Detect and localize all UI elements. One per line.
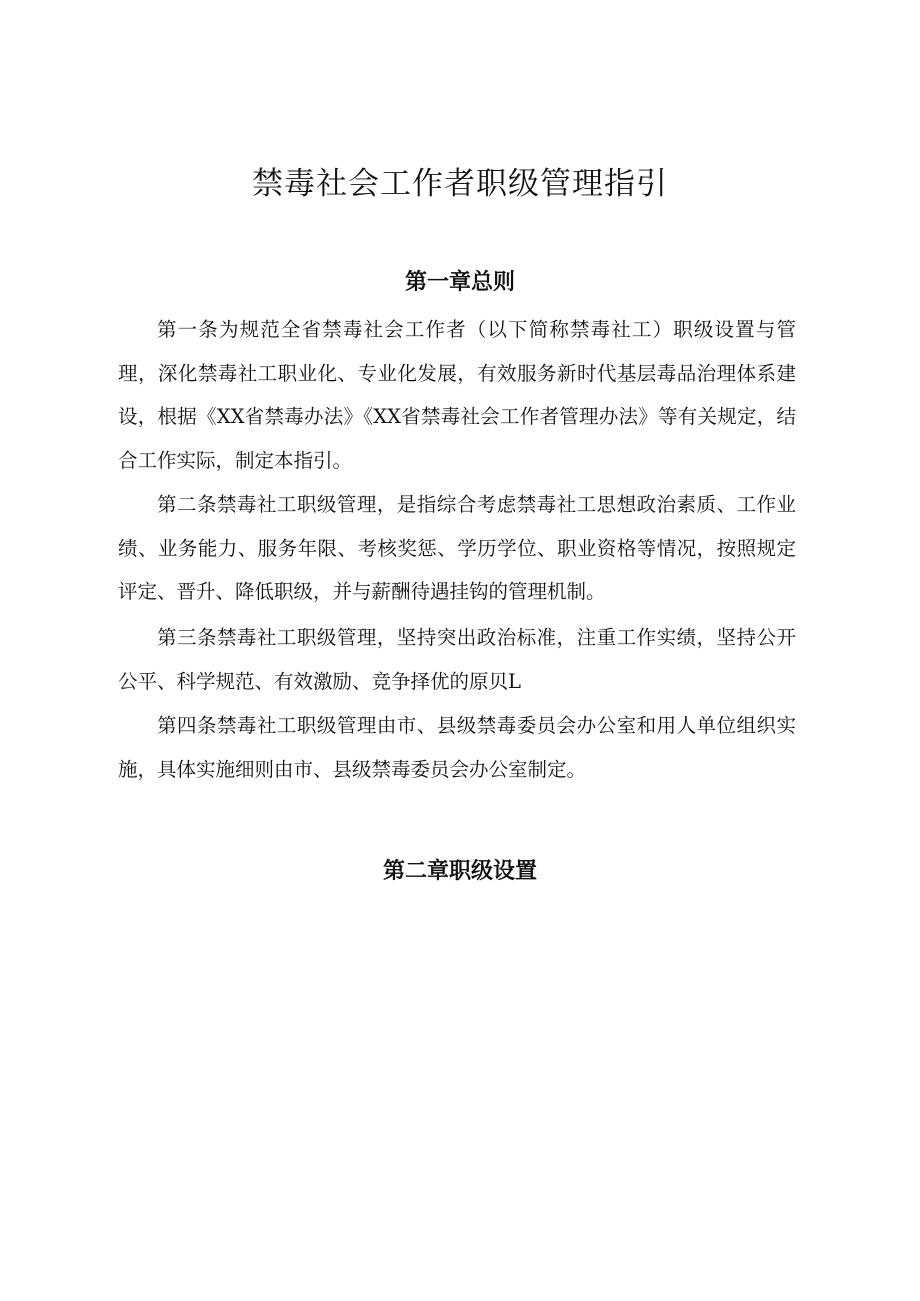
article-2-paragraph: 第二条禁毒社工职级管理，是指综合考虑禁毒社工思想政治素质、工作业绩、业务能力、服务年限、考核奖惩、学历学位、职业资格等情况，按照规定评定、晋升、降低职级，并与薪酬待遇挂钩的管理机制。 xyxy=(118,493,796,603)
article-4-paragraph: 第四条禁毒社工职级管理由市、县级禁毒委员会办公室和用人单位组织实施，具体实施细则由市、县级禁毒委员会办公室制定。 xyxy=(118,714,796,781)
article-3-paragraph: 第三条禁毒社工职级管理，坚持突出政治标准，注重工作实绩，坚持公开公平、科学规范、有效激励、竞争择优的原贝L xyxy=(118,626,796,693)
document-title: 禁毒社会工作者职级管理指引 xyxy=(252,166,668,202)
chapter-heading-rank-setup: 第二章职级设置 xyxy=(382,859,537,884)
chapter-heading-general-provisions: 第一章总则 xyxy=(404,270,515,295)
article-1-paragraph: 第一条为规范全省禁毒社会工作者（以下简称禁毒社工）职级设置与管理，深化禁毒社工职业化、专业化发展，有效服务新时代基层毒品治理体系建设，根据《XX省禁毒办法》《XX省禁毒社会工作者管理办法》等有关规定，结合工作实际，制定本指引。 xyxy=(118,318,796,472)
